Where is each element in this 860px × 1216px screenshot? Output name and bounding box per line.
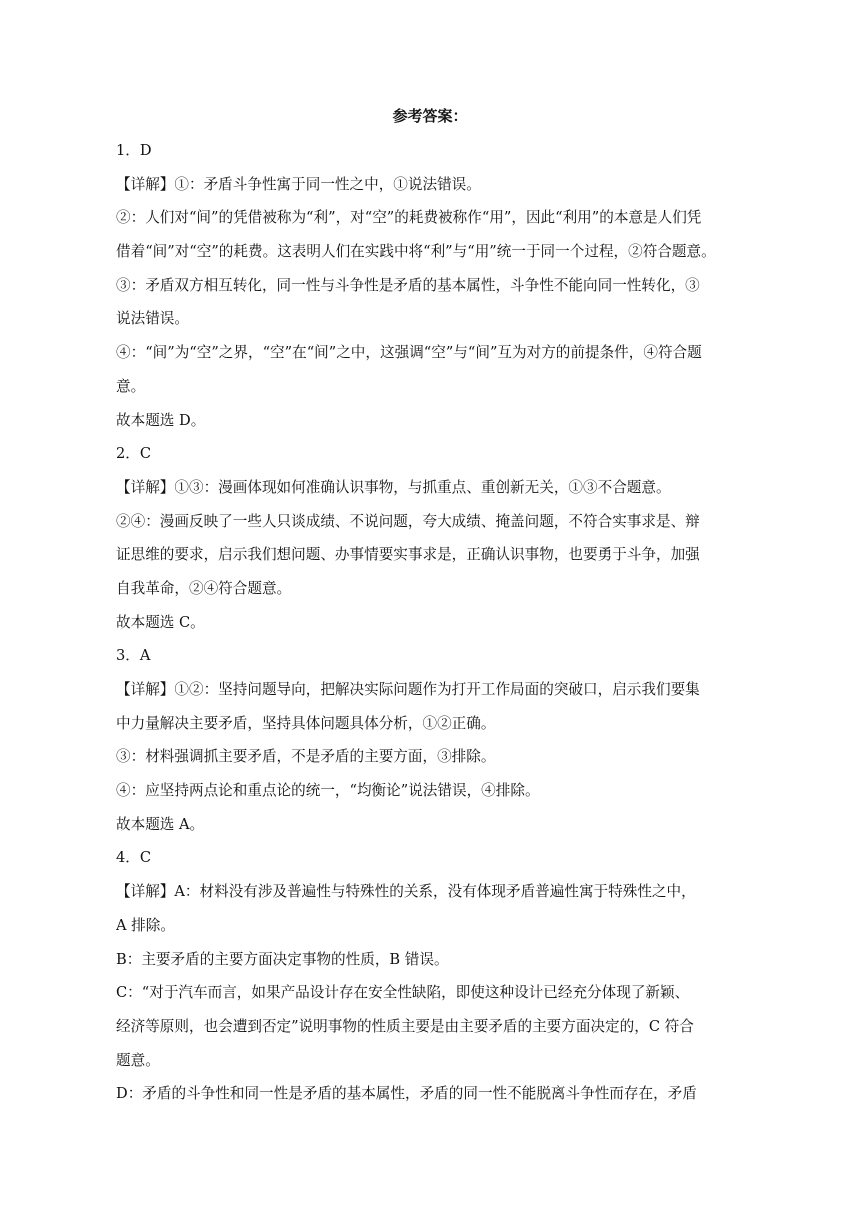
text-line: 说法错误。 <box>116 310 189 328</box>
text-line: ④：应坚持两点论和重点论的统一，“均衡论”说法错误，④排除。 <box>116 782 540 800</box>
text-line: 3．A <box>116 647 151 665</box>
text-line: B：主要矛盾的主要方面决定事物的性质，B 错误。 <box>116 950 449 968</box>
text-line: 2．C <box>116 445 152 463</box>
text-line: 自我革命，②④符合题意。 <box>116 579 292 597</box>
text-line: 故本题选 A。 <box>116 815 205 833</box>
text-line: 题意。 <box>116 1051 160 1069</box>
text-line: 中力量解决主要矛盾，坚持具体问题具体分析，①②正确。 <box>116 714 496 732</box>
text-line: 1．D <box>116 142 152 159</box>
text-line: 意。 <box>116 377 146 395</box>
text-line: ④：“间”为“空”之界，“空”在“间”之中，这强调“空”与“间”互为对方的前提条件，④符合题 <box>116 344 702 362</box>
text-line: 证思维的要求，启示我们想问题、办事情要实事求是，正确认识事物，也要勇于斗争，加强 <box>116 546 700 564</box>
text-line: D：矛盾的斗争性和同一性是矛盾的基本属性，矛盾的同一性不能脱离斗争性而存在，矛盾 <box>116 1085 697 1103</box>
text-line: ③：矛盾双方相互转化，同一性与斗争性是矛盾的基本属性，斗争性不能向同一性转化，③ <box>116 276 700 294</box>
text-line: 借着“间”对“空”的耗费。这表明人们在实践中将“利”与“用”统一于同一个过程，②符合题意。 <box>116 243 716 261</box>
text-line: C：“对于汽车而言，如果产品设计存在安全性缺陷，即使这种设计已经充分体现了新颖、 <box>116 984 690 1002</box>
text-line: A 排除。 <box>116 916 175 934</box>
text-line: 4．C <box>116 849 152 867</box>
text-line: 故本题选 C。 <box>116 613 205 631</box>
text-line: 【详解】①②：坚持问题导向，把解决实际问题作为打开工作局面的突破口，启示我们要集 <box>116 681 700 698</box>
answer-content <box>116 134 744 1111</box>
text-line: 【详解】A：材料没有涉及普遍性与特殊性的关系，没有体现矛盾普遍性寓于特殊性之中， <box>116 883 696 901</box>
text-line: 经济等原则，也会遭到否定”说明事物的性质主要是由主要矛盾的主要方面决定的，C 符合 <box>116 1017 694 1035</box>
text-line: 【详解】①③：漫画体现如何准确认识事物，与抓重点、重创新无关，①③不合题意。 <box>116 478 671 496</box>
text-line: ②：人们对“间”的凭借被称为“利”，对“空”的耗费被称作“用”，因此“利用”的本意是人们凭 <box>116 209 702 227</box>
text-line: ②④：漫画反映了一些人只谈成绩、不说问题，夸大成绩、掩盖问题，不符合实事求是、辩 <box>116 512 700 530</box>
text-line: 【详解】①：矛盾斗争性寓于同一性之中，①说法错误。 <box>116 175 481 193</box>
text-line: ③：材料强调抓主要矛盾，不是矛盾的主要方面，③排除。 <box>116 748 496 766</box>
text-line: 故本题选 D。 <box>116 411 206 429</box>
page-title: 参考答案： <box>392 107 468 125</box>
